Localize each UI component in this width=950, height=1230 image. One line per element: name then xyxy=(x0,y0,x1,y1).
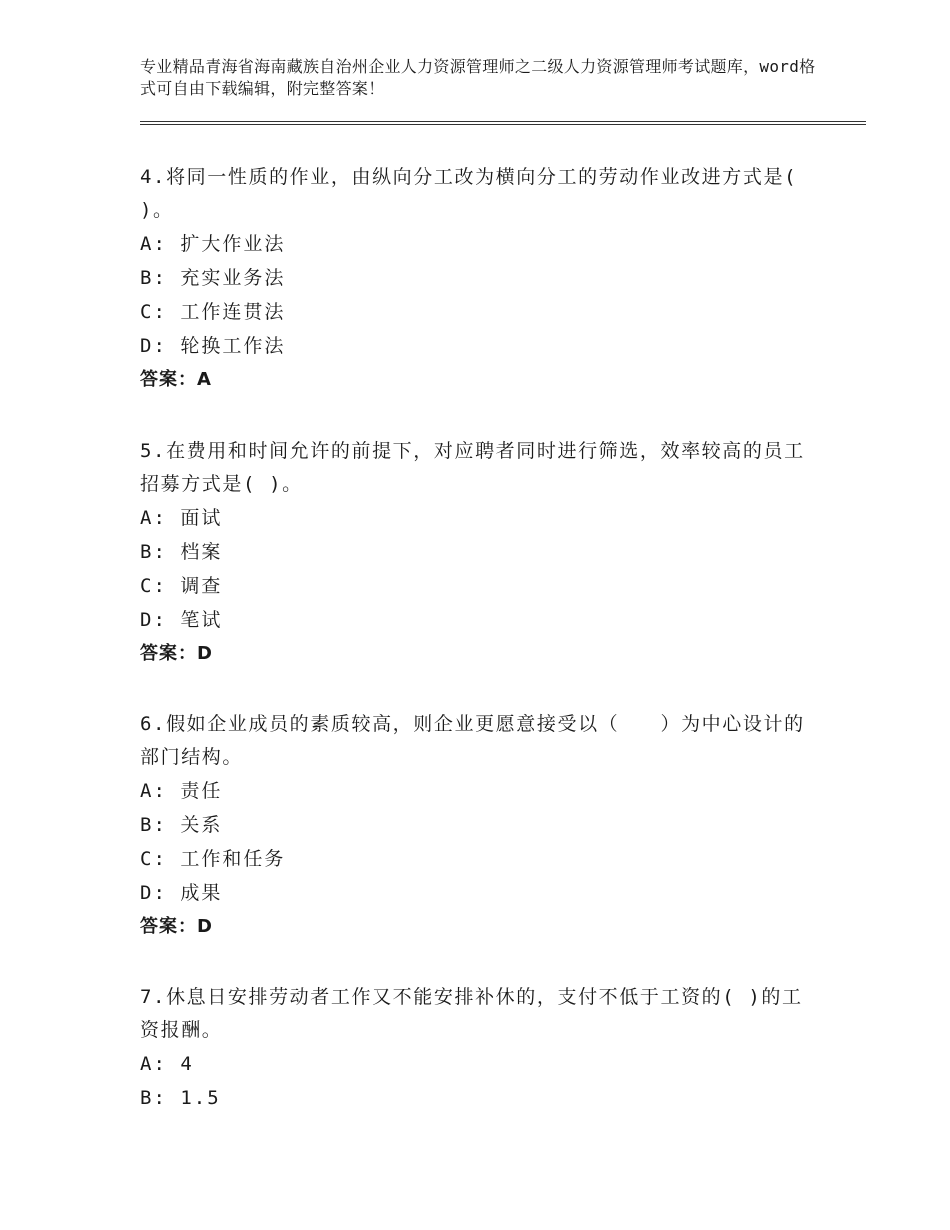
question-text: 5.在费用和时间允许的前提下，对应聘者同时进行筛选，效率较高的员工招募方式是( )。 xyxy=(140,440,805,495)
option-c: C: 调查 xyxy=(140,575,223,597)
option-b: B: 档案 xyxy=(140,541,223,563)
document-header: 专业精品青海省海南藏族自治州企业人力资源管理师之二级人力资源管理师考试题库，word格式可自由下载编辑，附完整答案！ xyxy=(140,57,816,98)
option-d: D: 轮换工作法 xyxy=(140,335,286,357)
question-text: 7.休息日安排劳动者工作又不能安排补休的，支付不低于工资的( )的工资报酬。 xyxy=(140,986,803,1041)
question-block xyxy=(140,161,820,397)
option-a: A: 扩大作业法 xyxy=(140,233,286,255)
answer: 答案：D xyxy=(140,643,213,664)
option-a: A: 4 xyxy=(140,1053,194,1075)
question-text: 6.假如企业成员的素质较高，则企业更愿意接受以（ ）为中心设计的部门结构。 xyxy=(140,713,805,768)
question-block xyxy=(140,435,820,671)
header-divider-top xyxy=(140,121,866,122)
option-b: B: 充实业务法 xyxy=(140,267,286,289)
header-divider-bottom xyxy=(140,124,866,125)
option-d: D: 成果 xyxy=(140,882,223,904)
option-a: A: 面试 xyxy=(140,507,223,529)
option-d: D: 笔试 xyxy=(140,609,223,631)
option-a: A: 责任 xyxy=(140,780,223,802)
question-block xyxy=(140,708,820,944)
answer: 答案：D xyxy=(140,916,213,937)
option-b: B: 1.5 xyxy=(140,1087,221,1109)
option-b: B: 关系 xyxy=(140,814,223,836)
question-block xyxy=(140,981,820,1115)
question-text: 4.将同一性质的作业，由纵向分工改为横向分工的劳动作业改进方式是( )。 xyxy=(140,166,798,221)
option-c: C: 工作和任务 xyxy=(140,848,286,870)
option-c: C: 工作连贯法 xyxy=(140,301,286,323)
answer: 答案：A xyxy=(140,369,212,390)
